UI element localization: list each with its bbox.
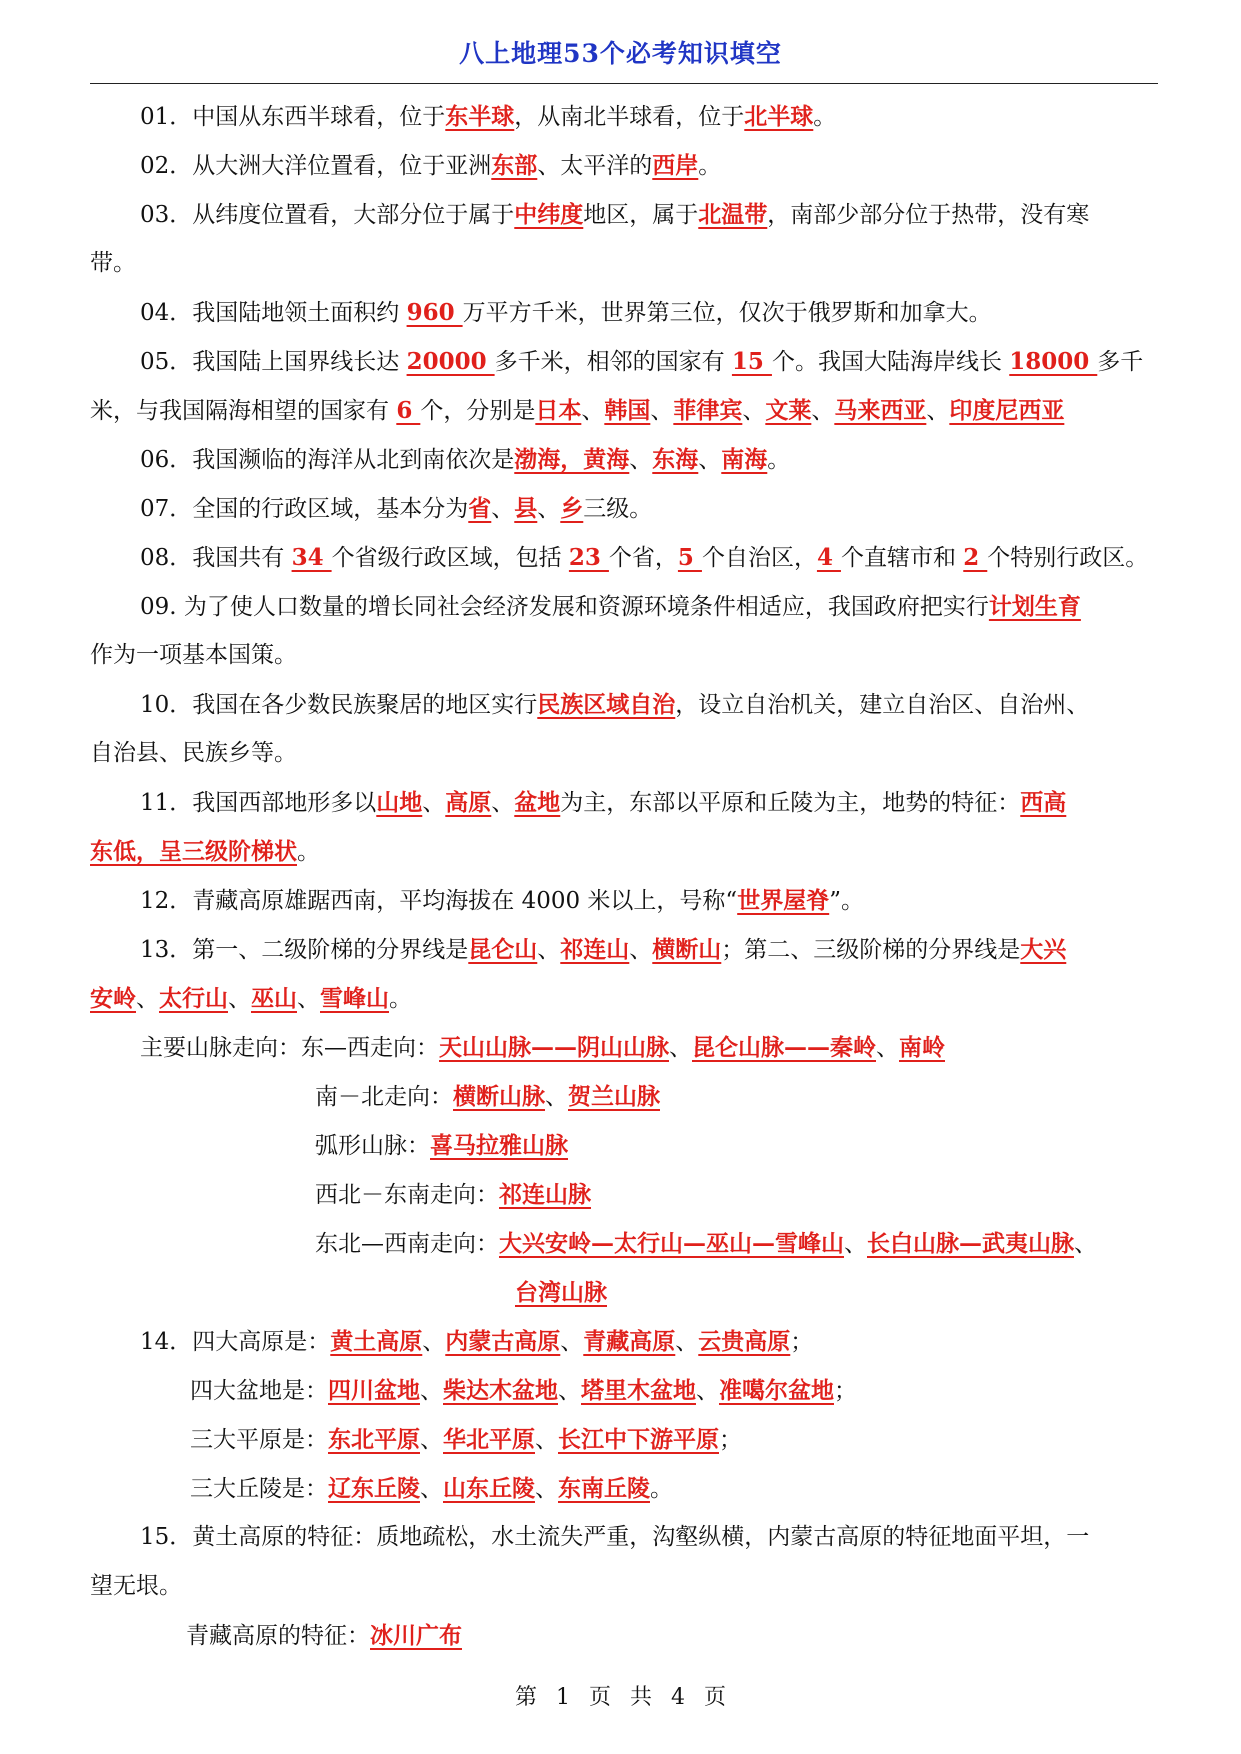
question-text: 西北－东南走向： [315, 1182, 499, 1208]
text-line [90, 729, 1158, 778]
text-line [90, 827, 1158, 876]
answer-fill: 南海 [721, 446, 768, 473]
answer-fill: 祁连山脉 [499, 1181, 591, 1208]
text-line [90, 1170, 1158, 1219]
question-text: ；第二、三级阶梯的分界线是 [721, 937, 1021, 963]
question-text: 东北—西南走向： [315, 1231, 499, 1257]
answer-fill: 南岭 [899, 1034, 945, 1061]
question-text: 09. 为了使人口数量的增长同社会经济发展和资源环境条件相适应，我国政府把实行 [140, 594, 989, 620]
answer-fill: 横断山 [652, 936, 722, 963]
answer-fill: 乡 [560, 495, 584, 522]
question-text: 三级。 [583, 496, 653, 522]
answer-fill: 15 [731, 348, 772, 375]
answer-fill: 昆仑山脉——秦岭 [692, 1034, 876, 1061]
answer-fill: 20000 [406, 348, 495, 375]
question-text: 。 [813, 104, 837, 130]
question-text: 07．全国的行政区域，基本分为 [140, 496, 469, 522]
answer-fill: 青藏高原 [583, 1328, 676, 1355]
answer-fill: 东部 [491, 152, 538, 179]
text-line [90, 190, 1158, 239]
question-text: 、 [535, 1427, 558, 1453]
answer-fill: 34 [291, 544, 332, 571]
question-text: 、 [422, 1329, 446, 1355]
text-line [90, 1317, 1158, 1366]
answer-fill: 民族区域自治 [537, 691, 676, 718]
question-text: 11．我国西部地形多以 [140, 790, 377, 816]
text-line [90, 92, 1158, 141]
answer-fill: 安岭 [90, 985, 136, 1012]
question-text: 、 [420, 1427, 443, 1453]
answer-fill: 天山山脉——阴山山脉 [439, 1034, 669, 1061]
text-line [90, 974, 1158, 1023]
answer-fill: 内蒙古高原 [445, 1328, 561, 1355]
question-text: 、 [422, 790, 446, 816]
answer-fill: 印度尼西亚 [949, 397, 1065, 424]
answer-fill: 县 [514, 495, 538, 522]
question-text: 01．中国从东西半球看，位于 [140, 104, 446, 130]
footer-label-di: 第 [514, 1685, 537, 1710]
text-line [90, 876, 1158, 925]
title-divider [90, 83, 1158, 84]
answer-fill: 东海 [652, 446, 699, 473]
question-text: 、 [811, 398, 835, 424]
question-text: 个省， [608, 545, 678, 571]
question-text: 、 [537, 937, 561, 963]
question-text: 个直辖市和 [840, 545, 964, 571]
answer-fill: 北温带 [698, 201, 768, 228]
question-text: 、 [926, 398, 950, 424]
question-text: 主要山脉走向：东—西走向： [140, 1035, 439, 1061]
text-line [90, 1464, 1158, 1513]
question-text: 三大丘陵是： [190, 1476, 328, 1502]
question-text: 、 [742, 398, 766, 424]
text-line [90, 1611, 1158, 1660]
question-text: 。 [650, 1476, 673, 1502]
answer-fill: 960 [406, 299, 463, 326]
question-text: 08．我国共有 [140, 545, 292, 571]
question-text: 三大平原是： [190, 1427, 328, 1453]
answer-fill: 高原 [445, 789, 492, 816]
question-text: ，从南北半球看，位于 [514, 104, 745, 130]
answer-fill: 柴达木盆地 [443, 1377, 558, 1404]
question-text: 、太平洋的 [537, 153, 653, 179]
question-text: 四大盆地是： [190, 1378, 328, 1404]
answer-fill: 黄土高原 [330, 1328, 423, 1355]
text-line [90, 925, 1158, 974]
answer-fill: 长白山脉—武夷山脉 [867, 1230, 1074, 1257]
text-line [90, 582, 1158, 631]
question-text: 、 [491, 790, 515, 816]
answer-fill: 计划生育 [988, 593, 1081, 620]
text-line [90, 680, 1158, 729]
question-text: ，南部少部分位于热带，没有寒 [767, 202, 1090, 228]
answer-fill: 韩国 [604, 397, 651, 424]
answer-fill: 西高 [1020, 789, 1067, 816]
question-text: ； [790, 1329, 814, 1355]
answer-fill: 雪峰山 [320, 985, 389, 1012]
answer-fill: 盆地 [514, 789, 561, 816]
question-text: ； [719, 1427, 742, 1453]
answer-fill: 2 [963, 544, 988, 571]
text-line [90, 533, 1158, 582]
question-text: 弧形山脉： [315, 1133, 430, 1159]
question-text: 、 [491, 496, 515, 522]
question-text: 、 [696, 1378, 719, 1404]
answer-fill: 冰川广布 [370, 1622, 462, 1649]
question-text: 个。我国大陆海岸线长 [771, 349, 1010, 375]
question-text: ”。 [829, 888, 864, 914]
page-footer [0, 1680, 1241, 1711]
text-line [90, 141, 1158, 190]
question-text: 、 [228, 986, 251, 1012]
answer-fill: 喜马拉雅山脉 [430, 1132, 568, 1159]
answer-fill: 辽东丘陵 [328, 1475, 420, 1502]
answer-fill: 18000 [1009, 348, 1098, 375]
question-text: 、 [876, 1035, 899, 1061]
text-line [90, 337, 1158, 386]
answer-fill: 大兴 [1020, 936, 1067, 963]
question-text: 个省级行政区域，包括 [331, 545, 569, 571]
text-line [90, 1072, 1158, 1121]
text-line [90, 778, 1158, 827]
question-text: 万平方千米，世界第三位，仅次于俄罗斯和加拿大。 [462, 300, 992, 326]
text-line [90, 435, 1158, 484]
answer-fill: 太行山 [159, 985, 228, 1012]
footer-label-ye-2: 页 [704, 1685, 727, 1710]
question-text: 05．我国陆上国界线长达 [140, 349, 407, 375]
question-text: 15．黄土高原的特征：质地疏松，水土流失严重，沟壑纵横，内蒙古高原的特征地面平坦，一 [140, 1524, 1090, 1550]
text-line [90, 386, 1158, 435]
text-line [90, 1415, 1158, 1464]
answer-fill: 准噶尔盆地 [719, 1377, 834, 1404]
answer-fill: 东半球 [445, 103, 515, 130]
question-text: 、 [650, 398, 674, 424]
answer-fill: 马来西亚 [834, 397, 927, 424]
text-line [90, 1268, 1158, 1317]
question-text: 多千 [1097, 349, 1144, 375]
answer-fill: 东低，呈三级阶梯状 [90, 838, 297, 865]
question-text: ； [834, 1378, 857, 1404]
question-text: 、 [560, 1329, 584, 1355]
answer-fill: 四川盆地 [328, 1377, 420, 1404]
answer-fill: 东南丘陵 [558, 1475, 650, 1502]
question-text: 02．从大洲大洋位置看，位于亚洲 [140, 153, 492, 179]
question-text: 14．四大高原是： [140, 1329, 331, 1355]
text-line [90, 1513, 1158, 1562]
answer-fill: 华北平原 [443, 1426, 535, 1453]
question-text: 青藏高原的特征： [186, 1623, 370, 1649]
question-text: 带。 [90, 250, 136, 276]
answer-fill: 昆仑山 [468, 936, 538, 963]
answer-fill: 菲律宾 [673, 397, 743, 424]
question-text: 、 [558, 1378, 581, 1404]
page-title: 八上地理53个必考知识填空 [459, 39, 782, 68]
document-body [90, 92, 1158, 1660]
answer-fill: 中纬度 [514, 201, 584, 228]
question-text: 为主，东部以平原和丘陵为主，地势的特征： [560, 790, 1021, 816]
question-text: 。 [389, 986, 412, 1012]
question-text: 、 [537, 496, 561, 522]
answer-fill: 文莱 [765, 397, 812, 424]
answer-fill: 山地 [376, 789, 423, 816]
question-text: 、 [545, 1084, 568, 1110]
question-text: 自治县、民族乡等。 [90, 740, 297, 766]
question-text: 米，与我国隔海相望的国家有 [90, 398, 397, 424]
answer-fill: 祁连山 [560, 936, 630, 963]
answer-fill: 省 [468, 495, 492, 522]
answer-fill: 长江中下游平原 [558, 1426, 719, 1453]
question-text: 、 [675, 1329, 699, 1355]
text-line [90, 1219, 1158, 1268]
question-text: 12．青藏高原雄踞西南，平均海拔在 4000 米以上，号称“ [140, 888, 738, 914]
question-text: 多千米，相邻的国家有 [494, 349, 732, 375]
footer-label-ye: 页 [588, 1685, 611, 1710]
question-text: ，设立自治机关，建立自治区、自治州、 [675, 692, 1090, 718]
question-text: 作为一项基本国策。 [90, 642, 297, 668]
answer-fill: 横断山脉 [453, 1083, 545, 1110]
question-text: 、 [581, 398, 605, 424]
question-text: 。 [297, 839, 320, 865]
answer-fill: 东北平原 [328, 1426, 420, 1453]
answer-fill: 西岸 [652, 152, 699, 179]
answer-fill: 渤海，黄海 [514, 446, 630, 473]
footer-label-gong: 共 [630, 1685, 653, 1710]
text-line [90, 239, 1158, 288]
question-text: 06．我国濒临的海洋从北到南依次是 [140, 447, 515, 473]
question-text: 、 [136, 986, 159, 1012]
answer-fill: 大兴安岭—太行山—巫山—雪峰山 [499, 1230, 844, 1257]
question-text: 个自治区， [701, 545, 817, 571]
question-text: 、 [669, 1035, 692, 1061]
question-text: 。 [698, 153, 722, 179]
question-text: 、 [420, 1378, 443, 1404]
text-line [90, 1562, 1158, 1611]
text-line [90, 1366, 1158, 1415]
answer-fill: 世界屋脊 [737, 887, 830, 914]
question-text: 、 [420, 1476, 443, 1502]
question-text: 、 [535, 1476, 558, 1502]
question-text: 10．我国在各少数民族聚居的地区实行 [140, 692, 538, 718]
answer-fill: 4 [816, 544, 841, 571]
question-text: 。 [767, 447, 791, 473]
question-text: 、 [698, 447, 722, 473]
answer-fill: 台湾山脉 [515, 1279, 607, 1306]
question-text: 地区，属于 [583, 202, 699, 228]
question-text: 04．我国陆地领土面积约 [140, 300, 407, 326]
question-text: 南－北走向： [315, 1084, 453, 1110]
question-text: 、 [297, 986, 320, 1012]
question-text: 个，分别是 [420, 398, 536, 424]
question-text: 个特别行政区。 [987, 545, 1149, 571]
text-line [90, 484, 1158, 533]
question-text: 、 [1074, 1231, 1097, 1257]
answer-fill: 塔里木盆地 [581, 1377, 696, 1404]
answer-fill: 巫山 [251, 985, 297, 1012]
answer-fill: 北半球 [744, 103, 814, 130]
question-text: 03．从纬度位置看，大部分位于属于 [140, 202, 515, 228]
text-line [90, 631, 1158, 680]
question-text: 、 [629, 937, 653, 963]
question-text: 、 [844, 1231, 867, 1257]
question-text: 13．第一、二级阶梯的分界线是 [140, 937, 469, 963]
answer-fill: 6 [396, 397, 421, 424]
question-text: 、 [629, 447, 653, 473]
answer-fill: 日本 [535, 397, 582, 424]
text-line [90, 288, 1158, 337]
answer-fill: 山东丘陵 [443, 1475, 535, 1502]
footer-total-pages: 4 [671, 1685, 686, 1710]
text-line [90, 1023, 1158, 1072]
answer-fill: 云贵高原 [698, 1328, 791, 1355]
question-text: 望无垠。 [90, 1573, 182, 1599]
answer-fill: 5 [677, 544, 702, 571]
footer-page-number: 1 [555, 1685, 570, 1710]
text-line [90, 1121, 1158, 1170]
answer-fill: 23 [568, 544, 609, 571]
answer-fill: 贺兰山脉 [568, 1083, 660, 1110]
